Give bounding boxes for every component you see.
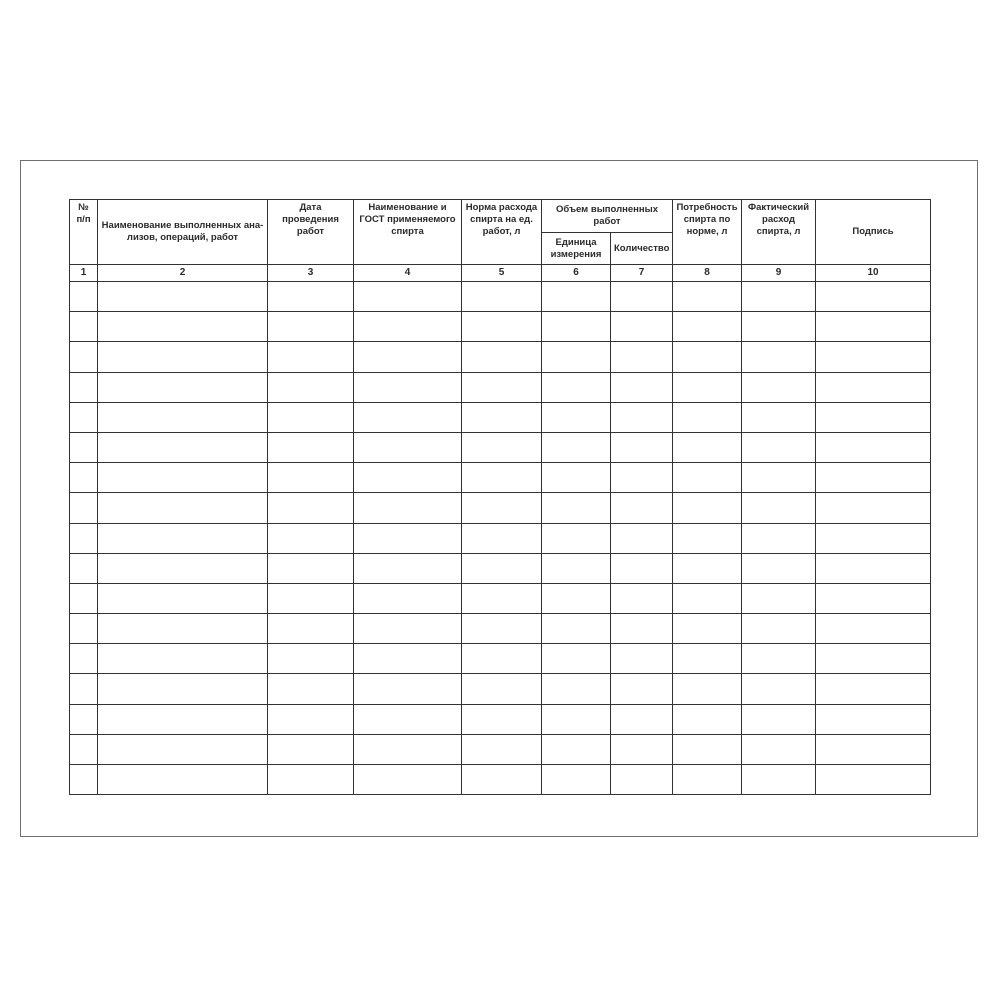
table-cell — [354, 282, 462, 312]
column-number: 5 — [462, 265, 542, 282]
table-cell — [70, 463, 98, 493]
table-cell — [268, 583, 354, 613]
table-row — [70, 432, 931, 462]
column-number: 8 — [673, 265, 742, 282]
table-cell — [673, 674, 742, 704]
table-cell — [611, 463, 673, 493]
alcohol-usage-ledger-table — [69, 199, 931, 795]
table-cell — [611, 432, 673, 462]
table-cell — [70, 734, 98, 764]
table-cell — [611, 342, 673, 372]
table-row — [70, 282, 931, 312]
table-cell — [98, 432, 268, 462]
table-cell — [70, 432, 98, 462]
table-cell — [462, 644, 542, 674]
table-row — [70, 704, 931, 734]
table-cell — [268, 463, 354, 493]
header-alcohol-name-gost: Наименование и ГОСТ применяемого спирта — [354, 200, 462, 265]
header-row — [70, 200, 931, 233]
table-cell — [268, 644, 354, 674]
table-cell — [673, 312, 742, 342]
table-cell — [542, 704, 611, 734]
table-cell — [742, 402, 816, 432]
table-cell — [742, 765, 816, 795]
table-cell — [816, 432, 931, 462]
table-row — [70, 583, 931, 613]
table-cell — [98, 282, 268, 312]
table-cell — [70, 342, 98, 372]
table-cell — [673, 734, 742, 764]
table-cell — [70, 704, 98, 734]
table-cell — [268, 674, 354, 704]
table-row — [70, 312, 931, 342]
table-cell — [70, 674, 98, 704]
header-work-volume-group: Объем выполненных работ — [542, 200, 673, 233]
table-cell — [354, 523, 462, 553]
table-cell — [542, 614, 611, 644]
table-cell — [268, 432, 354, 462]
table-cell — [462, 282, 542, 312]
table-cell — [816, 282, 931, 312]
column-number: 9 — [742, 265, 816, 282]
table-cell — [462, 402, 542, 432]
table-cell — [611, 282, 673, 312]
column-number: 10 — [816, 265, 931, 282]
table-cell — [354, 372, 462, 402]
table-cell — [816, 704, 931, 734]
table-row — [70, 402, 931, 432]
table-row — [70, 674, 931, 704]
table-cell — [268, 553, 354, 583]
header-required-alcohol: Потребность спирта по норме, л — [673, 200, 742, 265]
column-number: 3 — [268, 265, 354, 282]
table-cell — [673, 553, 742, 583]
table-row — [70, 734, 931, 764]
table-cell — [98, 463, 268, 493]
table-cell — [98, 402, 268, 432]
table-cell — [816, 312, 931, 342]
table-cell — [268, 734, 354, 764]
table-cell — [816, 553, 931, 583]
table-cell — [816, 734, 931, 764]
table-cell — [268, 493, 354, 523]
table-cell — [98, 583, 268, 613]
table-cell — [268, 282, 354, 312]
table-cell — [673, 614, 742, 644]
table-cell — [542, 734, 611, 764]
table-cell — [98, 342, 268, 372]
table-cell — [354, 493, 462, 523]
table-cell — [742, 372, 816, 402]
column-number: 2 — [98, 265, 268, 282]
table-row — [70, 644, 931, 674]
table-cell — [673, 523, 742, 553]
table-cell — [542, 553, 611, 583]
table-cell — [462, 553, 542, 583]
table-row — [70, 342, 931, 372]
table-cell — [611, 583, 673, 613]
table-cell — [462, 765, 542, 795]
table-cell — [673, 493, 742, 523]
table-cell — [268, 402, 354, 432]
table-cell — [816, 493, 931, 523]
table-cell — [98, 553, 268, 583]
table-cell — [70, 553, 98, 583]
table-cell — [673, 463, 742, 493]
table-cell — [816, 372, 931, 402]
table-cell — [462, 523, 542, 553]
table-cell — [673, 765, 742, 795]
table-cell — [816, 674, 931, 704]
table-cell — [742, 493, 816, 523]
table-cell — [462, 342, 542, 372]
table-cell — [70, 614, 98, 644]
column-number: 6 — [542, 265, 611, 282]
table-cell — [268, 372, 354, 402]
table-cell — [462, 614, 542, 644]
table-cell — [268, 342, 354, 372]
table-cell — [611, 493, 673, 523]
table-cell — [462, 463, 542, 493]
table-cell — [98, 765, 268, 795]
table-cell — [98, 734, 268, 764]
table-cell — [742, 614, 816, 644]
table-cell — [268, 523, 354, 553]
column-number: 7 — [611, 265, 673, 282]
table-cell — [542, 674, 611, 704]
table-cell — [816, 614, 931, 644]
table-row — [70, 765, 931, 795]
table-cell — [742, 734, 816, 764]
header-unit-of-measure: Единица измерения — [542, 233, 611, 265]
table-cell — [354, 312, 462, 342]
table-cell — [542, 523, 611, 553]
table-cell — [70, 312, 98, 342]
table-cell — [542, 282, 611, 312]
table-cell — [70, 523, 98, 553]
column-number: 4 — [354, 265, 462, 282]
table-cell — [742, 583, 816, 613]
table-cell — [98, 704, 268, 734]
table-cell — [70, 282, 98, 312]
table-cell — [268, 614, 354, 644]
table-cell — [462, 493, 542, 523]
table-cell — [354, 704, 462, 734]
table-cell — [742, 432, 816, 462]
table-cell — [611, 372, 673, 402]
table-row — [70, 493, 931, 523]
table-cell — [70, 583, 98, 613]
table-cell — [816, 463, 931, 493]
table-cell — [542, 644, 611, 674]
header-quantity: Количество — [611, 233, 673, 265]
header-consumption-rate: Норма расхода спирта на ед. работ, л — [462, 200, 542, 265]
table-cell — [98, 674, 268, 704]
column-number: 1 — [70, 265, 98, 282]
table-cell — [611, 614, 673, 644]
table-row — [70, 614, 931, 644]
table-cell — [742, 463, 816, 493]
table-cell — [611, 312, 673, 342]
table-cell — [673, 704, 742, 734]
table-cell — [268, 765, 354, 795]
table-cell — [542, 765, 611, 795]
table-cell — [98, 493, 268, 523]
ledger-body — [70, 282, 931, 795]
table-cell — [70, 493, 98, 523]
table-row — [70, 463, 931, 493]
table-cell — [462, 674, 542, 704]
table-cell — [611, 704, 673, 734]
table-row — [70, 372, 931, 402]
table-cell — [462, 734, 542, 764]
table-cell — [542, 312, 611, 342]
table-cell — [268, 312, 354, 342]
table-cell — [354, 583, 462, 613]
table-cell — [611, 644, 673, 674]
header-actual-consumption: Фактический расход спирта, л — [742, 200, 816, 265]
table-cell — [816, 523, 931, 553]
table-cell — [98, 523, 268, 553]
table-cell — [673, 372, 742, 402]
header-signature: Подпись — [816, 200, 931, 265]
table-cell — [70, 644, 98, 674]
table-cell — [611, 674, 673, 704]
table-cell — [354, 674, 462, 704]
column-number-row — [70, 265, 931, 282]
table-cell — [673, 282, 742, 312]
table-cell — [611, 553, 673, 583]
table-cell — [542, 432, 611, 462]
table-cell — [611, 765, 673, 795]
table-cell — [354, 734, 462, 764]
table-cell — [816, 402, 931, 432]
table-cell — [354, 342, 462, 372]
table-cell — [816, 644, 931, 674]
table-cell — [816, 342, 931, 372]
table-cell — [816, 583, 931, 613]
table-cell — [98, 312, 268, 342]
table-cell — [70, 372, 98, 402]
table-cell — [354, 432, 462, 462]
table-cell — [611, 734, 673, 764]
table-cell — [462, 432, 542, 462]
table-cell — [542, 493, 611, 523]
table-cell — [742, 312, 816, 342]
table-cell — [542, 402, 611, 432]
table-cell — [742, 282, 816, 312]
table-cell — [462, 372, 542, 402]
table-cell — [462, 583, 542, 613]
table-cell — [98, 372, 268, 402]
table-cell — [742, 523, 816, 553]
header-work-date: Дата проведения работ — [268, 200, 354, 265]
table-cell — [354, 553, 462, 583]
table-cell — [462, 312, 542, 342]
table-cell — [673, 402, 742, 432]
table-cell — [98, 644, 268, 674]
table-cell — [673, 432, 742, 462]
table-cell — [542, 463, 611, 493]
table-cell — [354, 644, 462, 674]
table-cell — [354, 402, 462, 432]
table-cell — [354, 463, 462, 493]
table-cell — [611, 523, 673, 553]
table-cell — [673, 583, 742, 613]
table-row — [70, 523, 931, 553]
table-cell — [742, 342, 816, 372]
table-cell — [70, 402, 98, 432]
table-cell — [354, 614, 462, 644]
table-cell — [542, 342, 611, 372]
table-cell — [70, 765, 98, 795]
table-cell — [98, 614, 268, 644]
table-cell — [742, 674, 816, 704]
table-row — [70, 553, 931, 583]
table-cell — [673, 644, 742, 674]
header-row-number: № п/п — [70, 200, 98, 265]
table-cell — [673, 342, 742, 372]
table-cell — [742, 704, 816, 734]
table-cell — [268, 704, 354, 734]
header-operation-name: Наименование выполненных ана-лизов, операций, работ — [98, 200, 268, 265]
table-cell — [816, 765, 931, 795]
table-cell — [462, 704, 542, 734]
table-cell — [742, 644, 816, 674]
table-cell — [611, 402, 673, 432]
table-cell — [542, 583, 611, 613]
table-cell — [542, 372, 611, 402]
table-cell — [742, 553, 816, 583]
table-cell — [354, 765, 462, 795]
